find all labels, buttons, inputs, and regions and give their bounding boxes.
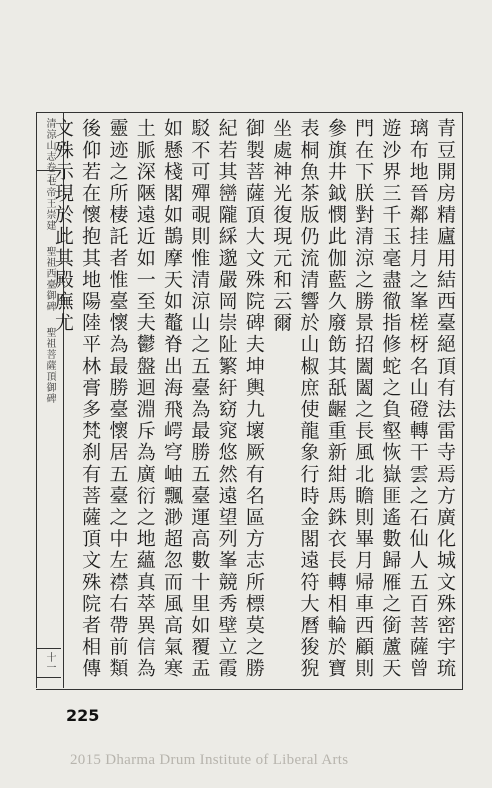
paragraph-pusading-stele: 御製菩薩頂大文殊院碑夫坤輿九壞厥有名區方志所標莫之勝紀若其巒隴綵邈嚴岡崇阯繁紆窈窕悠然遠望列峯競秀壁立霞駁不可殫覗則惟清涼山之五臺為最勝五臺運高數十里如覆盂如懸棧閣如鵲摩天如鼇脊出海飛崿穹岫飄渺超忽而風高氣寒土脈深陿遠近如一至夫鬱盤迴淵斥為廣衍之地蘊真萃異信為靈迹之所棲託者惟臺懷為最勝臺懷居五臺之中左襟右帶前類後仰若在懷抱其地陽陸平林膏多梵刹有菩薩頂文殊院者相傳文殊示現於此其殿廡尤 [51,118,265,680]
main-text [51,118,458,686]
margin-section-titles: 七帝王崇建 聖祖西臺御碑 聖祖菩薩頂御碑 [44,176,55,405]
margin-folio: 十一 [44,652,55,672]
page-number: 225 [66,706,100,725]
watermark: 2015 Dharma Drum Institute of Liberal Arts [70,752,349,768]
margin-book-title: 清涼山志卷五 [44,118,55,184]
paragraph-west-terrace-stele: 青豆開房精廬用結西臺絕頂有法雷寺焉方廣化城文殊密宇琉璃布地晉鄰挂月之峯槎枒名山磴轉干雲之石仙人五百菩薩曾遊沙界三千玉毫盡徹指修蛇之負壑恢嶽匪遙數歸雁之銜蘆天門在下朕對清涼之勝景招闔闔之長風北瞻則畢月帰車西顧則參旗井鉞憫此伽藍久廢飭其舐齷重新紺馬銖衣長轉相輪於寶表桐魚茶版仍流清響於山椒庶使龍象行時金閣遠符大曆狻猊坐處神光復現元和云爾 [270,118,456,680]
